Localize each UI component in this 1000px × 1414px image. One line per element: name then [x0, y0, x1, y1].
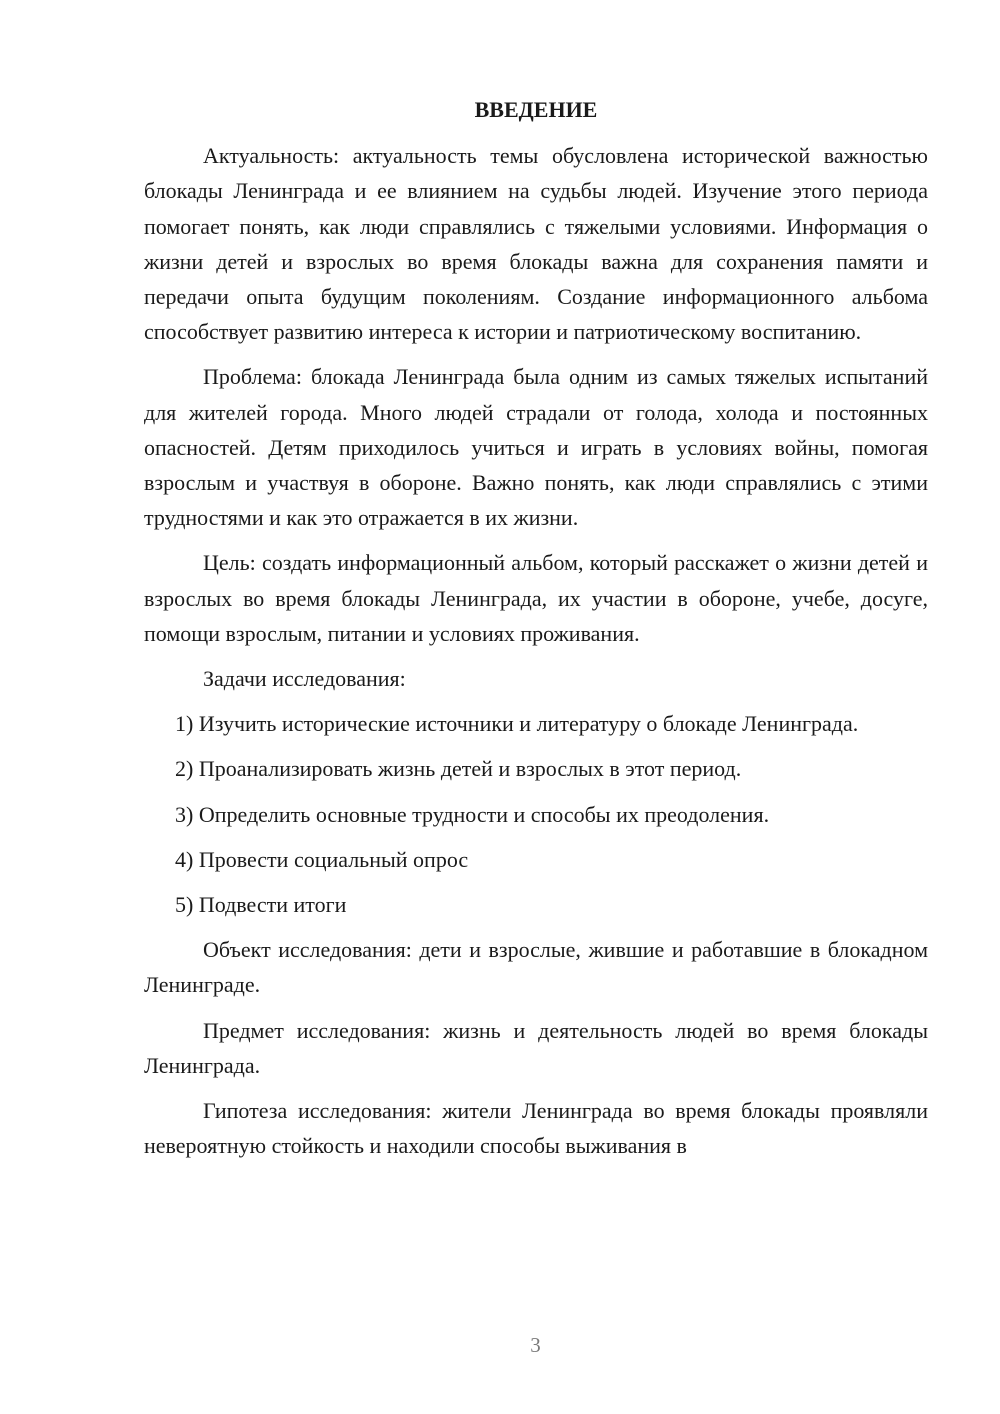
task-item-2: 2) Проанализировать жизнь детей и взрослых в этот период.	[175, 756, 742, 782]
document-page	[144, 92, 928, 1173]
task-item-5: 5) Подвести итоги	[175, 892, 347, 918]
task-item-1: 1) Изучить исторические источники и литературу о блокаде Ленинграда.	[175, 711, 859, 737]
paragraph-hypothesis: Гипотеза исследования: жители Ленинграда во время блокады проявляли невероятную стойкость и находили способы выживания в	[144, 1098, 928, 1159]
paragraph-goal: Цель: создать информационный альбом, который расскажет о жизни детей и взрослых во время блокады Ленинграда, их участии в обороне, учебе, досуге, помощи взрослым, питании и условиях проживания.	[144, 550, 928, 646]
task-item-3: 3) Определить основные трудности и способы их преодоления.	[175, 801, 770, 827]
task-item-4: 4) Провести социальный опрос	[175, 846, 469, 872]
paragraph-relevance: Актуальность: актуальность темы обусловлена исторической важностью блокады Ленинграда и ее влиянием на судьбы людей. Изучение этого периода помогает понять, как люди справлялись с тяжелыми условиями. Информация о жизни детей и взрослых во время блокады важна для сохранения памяти и передачи опыта будущим поколениям. Создание информационного альбома способствует развитию интереса к истории и патриотическому воспитанию.	[144, 143, 928, 345]
section-title: ВВЕДЕНИЕ	[474, 97, 598, 122]
paragraph-tasks-heading: Задачи исследования:	[203, 666, 406, 692]
paragraph-subject: Предмет исследования: жизнь и деятельность людей во время блокады Ленинграда.	[144, 1017, 928, 1078]
paragraph-object: Объект исследования: дети и взрослые, жившие и работавшие в блокадном Ленинграде.	[144, 937, 928, 998]
page-number: 3	[530, 1333, 541, 1357]
paragraph-problem: Проблема: блокада Ленинграда была одним из самых тяжелых испытаний для жителей города. Много людей страдали от голода, холода и постоянных опасностей. Детям приходилось учиться и играть в условиях войны, помогая взрослым и участвуя в обороне. Важно понять, как люди справлялись с этими трудностями и как это отражается в их жизни.	[144, 364, 928, 531]
